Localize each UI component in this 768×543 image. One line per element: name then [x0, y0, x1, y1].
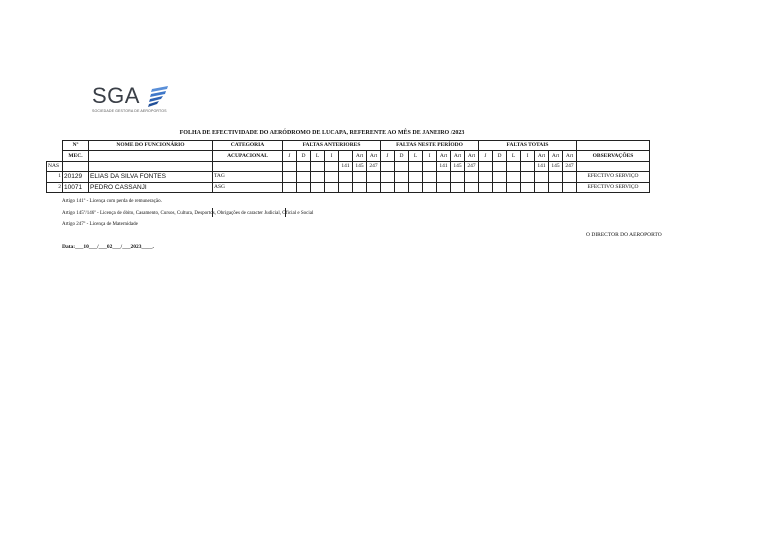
- art-141: 141: [339, 161, 353, 171]
- sub-i: I: [423, 151, 437, 161]
- attendance-table: [46, 140, 650, 193]
- sub-d: D: [297, 151, 311, 161]
- sub-j: J: [479, 151, 493, 161]
- row-number: 2: [47, 182, 63, 192]
- row-number: 1: [47, 172, 63, 182]
- company-logo: [92, 84, 204, 118]
- sub-d: D: [493, 151, 507, 161]
- col-observations: OBSERVAÇÕES: [577, 151, 650, 161]
- sub-art: Art: [563, 151, 577, 161]
- director-signature-label: O DIRECTOR DO AEROPORTO: [586, 232, 662, 238]
- row-category: TAG: [213, 172, 283, 182]
- art-145: 145: [353, 161, 367, 171]
- col-period-absences: FALTAS NESTE PERÍODO: [381, 141, 479, 151]
- note-article-247: Artigo 247º - Licença de Maternidade: [62, 222, 138, 227]
- col-name: NOME DO FUNCIONÁRIO: [89, 141, 213, 151]
- art-247: 247: [367, 161, 381, 171]
- art-145: 145: [451, 161, 465, 171]
- sub-l: L: [311, 151, 325, 161]
- art-247: 247: [563, 161, 577, 171]
- sub-l: L: [507, 151, 521, 161]
- row-name: ELIAS DA SILVA FONTES: [89, 172, 213, 182]
- sub-i: I: [325, 151, 339, 161]
- row-mec: 20129: [63, 172, 89, 182]
- sub-art: Art: [353, 151, 367, 161]
- art-141: 141: [535, 161, 549, 171]
- row-observation: EFECTIVO SERVIÇO: [577, 172, 650, 182]
- logo-subtitle: SOCIEDADE GESTORA DE AEROPORTOS: [92, 109, 167, 113]
- logo-text: SGA: [92, 83, 140, 108]
- sub-art: Art: [437, 151, 451, 161]
- row-name: PEDRO CASSANJI: [89, 182, 213, 192]
- table-row: [47, 182, 650, 192]
- header-row-2: [47, 151, 650, 161]
- sub-art: Art: [535, 151, 549, 161]
- sub-art: Art: [451, 151, 465, 161]
- sheet-title: FOLHA DE EFECTIVIDADE DO AERÓDROMO DE LUCAPA, REFERENTE AO MÊS DE JANEIRO /2023: [179, 130, 465, 136]
- col-num: Nº: [63, 141, 89, 151]
- header-row-3: [47, 161, 650, 171]
- col-category-sub: ACUPACIONAL: [213, 151, 283, 161]
- row-observation: EFECTIVO SERVIÇO: [577, 182, 650, 192]
- row-mec: 10071: [63, 182, 89, 192]
- date-line: Data:___10___/___02___/___2023____.: [62, 244, 154, 250]
- art-247: 247: [465, 161, 479, 171]
- col-mec: MEC.: [63, 151, 89, 161]
- sub-art: Art: [549, 151, 563, 161]
- sub-i: I: [521, 151, 535, 161]
- col-previous-absences: FALTAS ANTERIORES: [283, 141, 381, 151]
- table-row: [47, 172, 650, 182]
- col-total-absences: FALTAS TOTAIS: [479, 141, 577, 151]
- sub-j: J: [283, 151, 297, 161]
- sub-art: Art: [465, 151, 479, 161]
- selected-cell-outline: [212, 208, 286, 217]
- art-145: 145: [549, 161, 563, 171]
- sub-art: Art: [367, 151, 381, 161]
- sub-l: L: [409, 151, 423, 161]
- col-category: CATEGORIA: [213, 141, 283, 151]
- sub-d: D: [395, 151, 409, 161]
- art-141: 141: [437, 161, 451, 171]
- header-row-1: [47, 141, 650, 151]
- row-category: ASG: [213, 182, 283, 192]
- note-article-145: Artigo 145º/146º - Licença de óbito, Casamento, Cursos, Cultura, Desportos, Obrigações de caracter Judicial, Oficial e Social: [62, 211, 314, 216]
- note-article-141: Artigo 141º - Licença com perda de remuneração.: [62, 199, 162, 204]
- nas-label: NAS: [47, 161, 63, 171]
- sub-j: J: [381, 151, 395, 161]
- sga-stripes-logo-icon: [146, 86, 170, 108]
